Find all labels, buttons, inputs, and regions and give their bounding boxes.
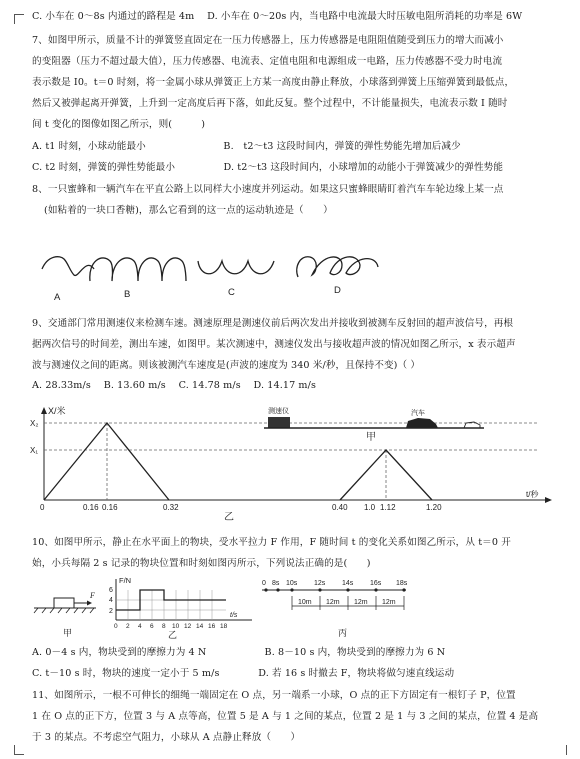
q9-options: A. 28.33m/s B. 13.60 m/s C. 14.78 m/s D. 14.17 m/s bbox=[32, 380, 316, 391]
q9-car-label: 汽车 bbox=[411, 410, 425, 417]
q10-fig-bing bbox=[262, 580, 408, 638]
q9-y-tick-x2: X₂ bbox=[30, 419, 39, 428]
q10-time-mark: 14s bbox=[342, 580, 354, 587]
q10-time-mark: 16s bbox=[370, 580, 382, 587]
q7-options-cd: C. t2 时刻，弹簧的弹性势能最小 D. t2～t3 这段时间内，小球增加的动能小于弹簧减少的弹性势能 bbox=[32, 162, 504, 173]
q10-x-tick: 0 bbox=[114, 623, 118, 630]
q10-time-mark: 10s bbox=[286, 580, 298, 587]
q10-figures bbox=[30, 576, 410, 640]
q10-distance: 10m bbox=[298, 599, 312, 606]
q9-stem: 波与测速仪之间的距离。则该被测汽车速度是(声波的速度为 340 米/秒，且保持不变)（ ） bbox=[32, 360, 421, 371]
q10-distance: 12m bbox=[382, 599, 396, 606]
q10-caption-bing: 丙 bbox=[338, 628, 348, 638]
q9-x-axis-label: t/秒 bbox=[526, 490, 539, 499]
q11-stem: 于 3 的某点。不考虑空气阻力，小球从 A 点静止释放（ ） bbox=[32, 732, 301, 743]
q10-fig-yi bbox=[109, 576, 252, 640]
q7-stem: 然后又被弹起离开弹簧，上升到一定高度后再下落，如此反复。整个过程中，不计能量损失，电流表示数 I 随时 bbox=[32, 98, 508, 109]
corner-mark bbox=[566, 745, 567, 755]
q10-caption-jia: 甲 bbox=[63, 628, 73, 638]
q10-x-tick: 18 bbox=[220, 623, 228, 630]
q10-fig-jia bbox=[34, 591, 96, 638]
q9-x-tick: 0.32 bbox=[163, 503, 179, 512]
q7-options-ab: A. t1 时刻，小球动能最小 B. t2～t3 这段时间内，弹簧的弹性势能先增加后减少 bbox=[32, 141, 461, 152]
q9-first-pulse bbox=[44, 423, 169, 500]
q8-label-b: B bbox=[124, 289, 131, 300]
q9-y-tick-x1: X₁ bbox=[30, 446, 39, 455]
q10-distance: 12m bbox=[326, 599, 340, 606]
q11-stem: 1 在 O 点的正下方，位置 3 与 A 点等高，位置 5 是 A 与 1 之间的某点，位置 2 是 1 与 3 之间的某点，位置 4 是高 bbox=[32, 711, 539, 722]
q10-options-ab: A. 0－4 s 内，物块受到的摩擦力为 4 N B. 8－10 s 内，物块受到的摩擦力为 6 N bbox=[32, 647, 446, 658]
q9-x-tick: 0.16 bbox=[102, 503, 118, 512]
q10-time-mark: 0 bbox=[262, 580, 266, 587]
q10-y-tick: 4 bbox=[109, 597, 113, 604]
q9-x-tick: 0.40 bbox=[332, 503, 348, 512]
q9-stem: 9、交通部门常用测速仪来检测车速。测速原理是测速仪前后两次发出并接收到被测车反射回的超声波信号，再根 bbox=[32, 318, 514, 329]
q10-caption-yi: 乙 bbox=[168, 630, 178, 640]
q9-scene-jia bbox=[264, 406, 484, 428]
q10-x-tick: 6 bbox=[150, 623, 154, 630]
q6-options-cd: C. 小车在 0～8s 内通过的路程是 4m D. 小车在 0～20s 内，当电路中电流最大时压敏电阻所消耗的功率是 6W bbox=[32, 11, 523, 22]
q10-x-tick: 16 bbox=[208, 623, 216, 630]
q9-y-axis-label: X/米 bbox=[48, 406, 66, 416]
q9-x-tick: 1.0 bbox=[364, 503, 376, 512]
q10-y-tick: 6 bbox=[109, 587, 113, 594]
q9-x-tick: 0 bbox=[40, 503, 45, 512]
q10-force-label: F bbox=[90, 591, 95, 600]
q10-distance: 12m bbox=[354, 599, 368, 606]
q9-x-tick: 1.12 bbox=[380, 503, 396, 512]
corner-mark bbox=[14, 754, 24, 755]
q10-x-unit: t/s bbox=[230, 612, 238, 619]
q9-x-tick: 1.20 bbox=[426, 503, 442, 512]
q10-x-tick: 4 bbox=[138, 623, 142, 630]
q10-time-mark: 18s bbox=[396, 580, 408, 587]
q9-x-tick: 0.16 bbox=[83, 503, 99, 512]
q10-stem: 10、如图甲所示，静止在水平面上的物块，受水平拉力 F 作用，F 随时间 t 的变化关系如图乙所示，从 t＝0 开 bbox=[32, 537, 511, 548]
q10-time-mark: 12s bbox=[314, 580, 326, 587]
q8-stem: (如粘着的一块口香糖)，那么它看到的这一点的运动轨迹是（ ） bbox=[44, 205, 333, 216]
q8-label-d: D bbox=[334, 285, 341, 296]
q10-stem: 始，小兵每隔 2 s 记录的物块位置和时刻如图丙所示，下列说法正确的是( ) bbox=[32, 558, 371, 569]
q11-stem: 11、如图所示，一根不可伸长的细绳一端固定在 O 点，另一端系一小球，O 点的正下方固定有一根钉子 P，位置 bbox=[32, 690, 516, 701]
q8-trajectory-figure bbox=[38, 247, 398, 303]
q9-speed-figure bbox=[28, 404, 558, 522]
q9-caption-jia: 甲 bbox=[366, 432, 376, 443]
q10-x-tick: 14 bbox=[196, 623, 204, 630]
q7-stem: 表示数是 I0。t＝0 时刻，将一金属小球从弹簧正上方某一高度由静止释放，小球落到弹簧上压缩弹簧到最低点， bbox=[32, 77, 515, 88]
q7-stem: 间 t 变化的图像如图乙所示，则( ) bbox=[32, 119, 206, 130]
corner-mark bbox=[14, 14, 15, 24]
q10-x-tick: 12 bbox=[184, 623, 192, 630]
q8-label-a: A bbox=[54, 292, 61, 303]
q10-y-label: F/N bbox=[119, 576, 132, 585]
q10-x-tick: 10 bbox=[172, 623, 180, 630]
q10-y-tick: 2 bbox=[109, 608, 113, 615]
q10-x-tick: 2 bbox=[126, 623, 130, 630]
corner-mark bbox=[14, 14, 24, 15]
q9-stem: 据两次信号的时间差，测出车速，如图甲。某次测速中，测速仪发出与接收超声波的情况如图乙所示，x 表示超声 bbox=[32, 339, 516, 350]
q7-stem: 7、如图甲所示，质量不计的弹簧竖直固定在一压力传感器上，压力传感器是电阻阻值随受到压力的增大而减小 bbox=[32, 35, 504, 46]
q10-x-tick: 8 bbox=[162, 623, 166, 630]
q9-caption-yi: 乙 bbox=[224, 512, 234, 522]
q8-label-c: C bbox=[228, 287, 235, 298]
q9-device-label: 测速仪 bbox=[268, 408, 289, 415]
q10-time-mark: 8s bbox=[272, 580, 280, 587]
q8-stem: 8、一只蜜蜂和一辆汽车在平直公路上以同样大小速度并列运动。如果这只蜜蜂眼睛盯着汽车车轮边缘上某一点 bbox=[32, 184, 504, 195]
q7-stem: 的变阻器（压力不超过最大值），压力传感器、电流表、定值电阻和电源组成一电路，压力传感器不受力时电流 bbox=[32, 56, 503, 67]
q10-options-cd: C. t－10 s 时，物块的速度一定小于 5 m/s D. 若 16 s 时撤去 F，物块将做匀速直线运动 bbox=[32, 668, 455, 679]
